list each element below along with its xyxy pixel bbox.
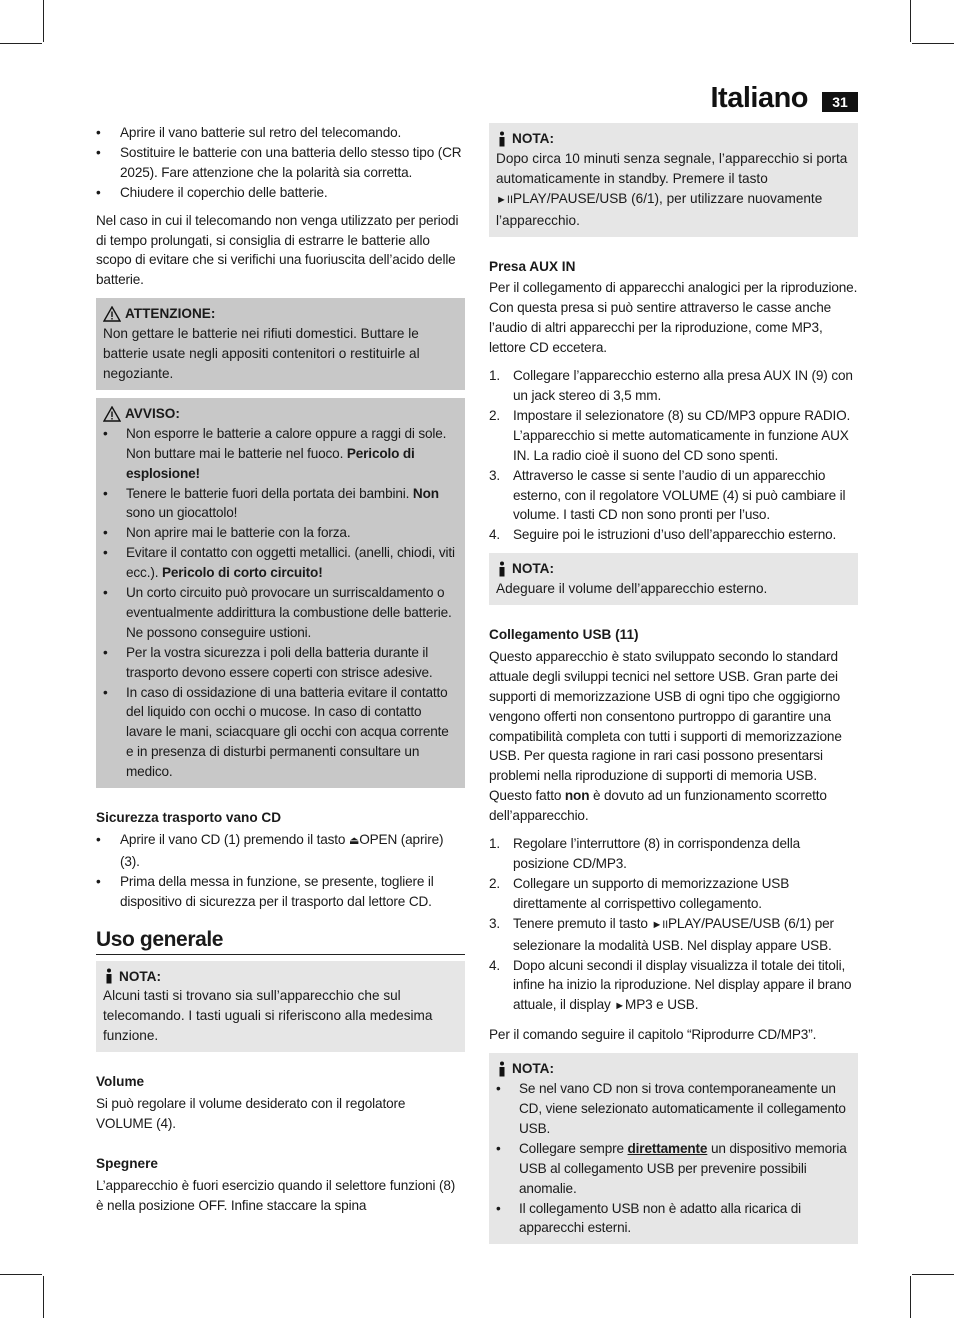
play-icon: ► [614, 1000, 626, 1013]
aux-heading: Presa AUX IN [489, 258, 576, 274]
transport-heading: Sicurezza trasporto vano CD [96, 810, 282, 826]
off-heading: Spegnere [96, 1155, 158, 1171]
list-item: 2. Impostare il selezionatore (8) su CD/MP3 oppure RADIO. L’apparecchio si mette automaticamente in funzione AUX IN. La radio cioè il suono del CD sono spenti. [489, 407, 851, 463]
avviso-list [103, 424, 458, 782]
crop-mark [43, 0, 44, 42]
list-item: • Evitare il contatto con oggetti metallici. (anelli, chiodi, viti ecc.). Pericolo di corto circuito! [103, 543, 458, 583]
usb-note-list [496, 1079, 851, 1238]
warning-icon [103, 406, 121, 422]
list-item: • Non aprire mai le batterie con la forza. [103, 523, 458, 543]
info-icon [496, 561, 508, 577]
warning-icon [103, 306, 121, 322]
attention-box [96, 298, 465, 390]
list-item: 1. Collegare l’apparecchio esterno alla presa AUX IN (9) con un jack stereo di 3,5 mm. [489, 368, 853, 403]
avviso-box [96, 398, 465, 788]
list-item: • Aprire il vano CD (1) premendo il tasto ⏏OPEN (aprire) (3). [96, 830, 465, 872]
section-heading: Uso generale [96, 930, 465, 955]
usb-paragraph: Questo apparecchio è stato sviluppato secondo lo standard attuale degli sviluppi tecnici nel settore USB. Gran parte dei supporti di memorizzazione USB di ogni tipo che oggigiorno vengono offerti non consentono purtroppo di garantire una compatibilità completa con tutti i supporti di memorizzazione USB. Per questa ragione in rari casi possono presentarsi problemi nella riproduzione di supporti di memoria USB. Questo fatto non è dovuto ad un funzionamento scorretto dell’apparecchio. [489, 648, 842, 824]
list-item: • Aprire il vano batterie sul retro del telecomando. [96, 123, 465, 143]
crop-mark [912, 1274, 954, 1275]
battery-steps [96, 123, 465, 203]
info-icon [496, 1061, 508, 1077]
volume-heading: Volume [96, 1074, 145, 1090]
list-item: 3. Tenere premuto il tasto ►IIPLAY/PAUSE/USB (6/1) per selezionare la modalità USB. Nel display appare USB. [489, 915, 834, 953]
list-item: 3. Attraverso le casse si sente l’audio di un apparecchio esterno, con il regolatore VOLUME (4) si può cambiare il volume. I tasti CD non sono pronti per l’uso. [489, 467, 846, 523]
usb-reference: Per il comando seguire il capitolo “Riprodurre CD/MP3”. [489, 1027, 817, 1043]
crop-mark [43, 1276, 44, 1318]
aux-paragraph: Per il collegamento di apparecchi analogici per la riproduzione. Con questa presa si può sentire attraverso le casse anche l’audio di altri apparecchi per la riproduzione, come MP3, lettore CD eccetera. [489, 280, 858, 356]
list-item: • Un corto circuito può provocare un surriscaldamento o eventualmente addirittura la combustione delle batterie. Ne possono conseguire ustioni. [103, 583, 458, 643]
list-item: • Prima della messa in funzione, se presente, togliere il dispositivo di sicurezza per il trasporto dal lettore CD. [96, 872, 465, 912]
crop-mark [910, 0, 911, 42]
list-item: 4. Seguire poi le istruzioni d’uso dell’apparecchio esterno. [489, 527, 837, 543]
crop-mark [0, 43, 42, 44]
list-item: • Non esporre le batterie a calore oppure a raggi di sole. Non buttare mai le batterie nel fuoco. Pericolo di esplosione! [103, 424, 458, 484]
avviso-title: AVVISO: [125, 405, 180, 421]
list-item: • Il collegamento USB non è adatto alla ricarica di apparecchi esterni. [496, 1199, 851, 1239]
page-title: Italiano [710, 82, 808, 114]
list-item: • Chiudere il coperchio delle batterie. [96, 183, 465, 203]
crop-mark [912, 43, 954, 44]
note-box: NOTA: Dopo circa 10 minuti senza segnale, l’apparecchio si porta automaticamente in standby. Premere il tasto ►IIPLAY/PAUSE/USB (6/1), per utilizzare nuovamente l’apparecchio. [489, 123, 858, 237]
off-text: L’apparecchio è fuori esercizio quando il selettore funzioni (8) è nella posizione OFF. Infine staccare la spina [96, 1177, 456, 1213]
list-item: • Collegare sempre direttamente un dispositivo memoria USB al collegamento USB per prevenire possibili anomalie. [496, 1139, 851, 1199]
usb-heading: Collegamento USB (11) [489, 627, 639, 643]
list-item: 4. Dopo alcuni secondi il display visualizza il totale dei titoli, infine ha inizio la riproduzione. Nel display appare il brano attuale, il display ►MP3 e USB. [489, 957, 852, 1013]
crop-mark [910, 1276, 911, 1318]
list-item: 2. Collegare un supporto di memorizzazione USB direttamente al corrispettivo collegamento. [489, 875, 790, 911]
info-icon [103, 968, 115, 984]
eject-icon: ⏏ [348, 835, 360, 847]
note-box: NOTA: • Se nel vano CD non si trova contemporaneamente un CD, viene selezionato automaticamente il collegamento USB. • Collegare sempre direttamente un dispositivo memoria USB al collegamento USB per prevenire possibili anomalie. • Il collegamento USB non è adatto alla ricarica di apparecchi esterni. [489, 1053, 858, 1244]
aux-steps [489, 366, 858, 545]
list-item: • Se nel vano CD non si trova contemporaneamente un CD, viene selezionato automaticamente il collegamento USB. [496, 1079, 851, 1139]
transport-list [96, 830, 465, 912]
list-item: • In caso di ossidazione di una batteria evitare il contatto del liquido con occhi o mucose. In caso di contatto lavare le mani, sciacquare gli occhi con acqua corrente e in presenza di disturbi permanenti consultare un medico. [103, 683, 458, 783]
right-column [489, 123, 858, 1252]
volume-text: Si può regolare il volume desiderato con il regolatore VOLUME (4). [96, 1096, 406, 1131]
info-icon [496, 131, 508, 147]
attention-text: Non gettare le batterie nei rifiuti domestici. Buttare le batterie usate negli appositi contenitori o restituirle al negoziante. [103, 326, 420, 381]
left-column [96, 123, 465, 1224]
note-box: NOTA: Adeguare il volume dell’apparecchio esterno. [489, 553, 858, 605]
note-box: NOTA: Alcuni tasti si trovano sia sull’apparecchio che sul telecomando. I tasti uguali si riferiscono alla medesima funzione. [96, 961, 465, 1053]
list-item: • Per la vostra sicurezza i poli della batteria durante il trasporto devono essere coperti con strisce adesive. [103, 643, 458, 683]
list-item: • Tenere le batterie fuori della portata dei bambini. Non sono un giocattolo! [103, 484, 458, 524]
crop-mark [0, 1274, 42, 1275]
usb-steps [489, 834, 858, 1017]
list-item: 1. Regolare l’interruttore (8) in corrispondenza della posizione CD/MP3. [489, 836, 801, 871]
play-pause-icon: ►II [496, 193, 513, 206]
attention-title: ATTENZIONE: [125, 306, 216, 322]
page-number: 31 [822, 92, 858, 112]
list-item: • Sostituire le batterie con una batteria dello stesso tipo (CR 2025). Fare attenzione che la polarità sia corretta. [96, 143, 465, 183]
play-pause-icon: ►II [651, 918, 669, 931]
battery-paragraph: Nel caso in cui il telecomando non venga utilizzato per periodi di tempo prolungati, si consiglia di estrarre le batterie allo scopo di evitare che si verifichi una fuoriuscita dell’acido delle batterie. [96, 212, 459, 288]
